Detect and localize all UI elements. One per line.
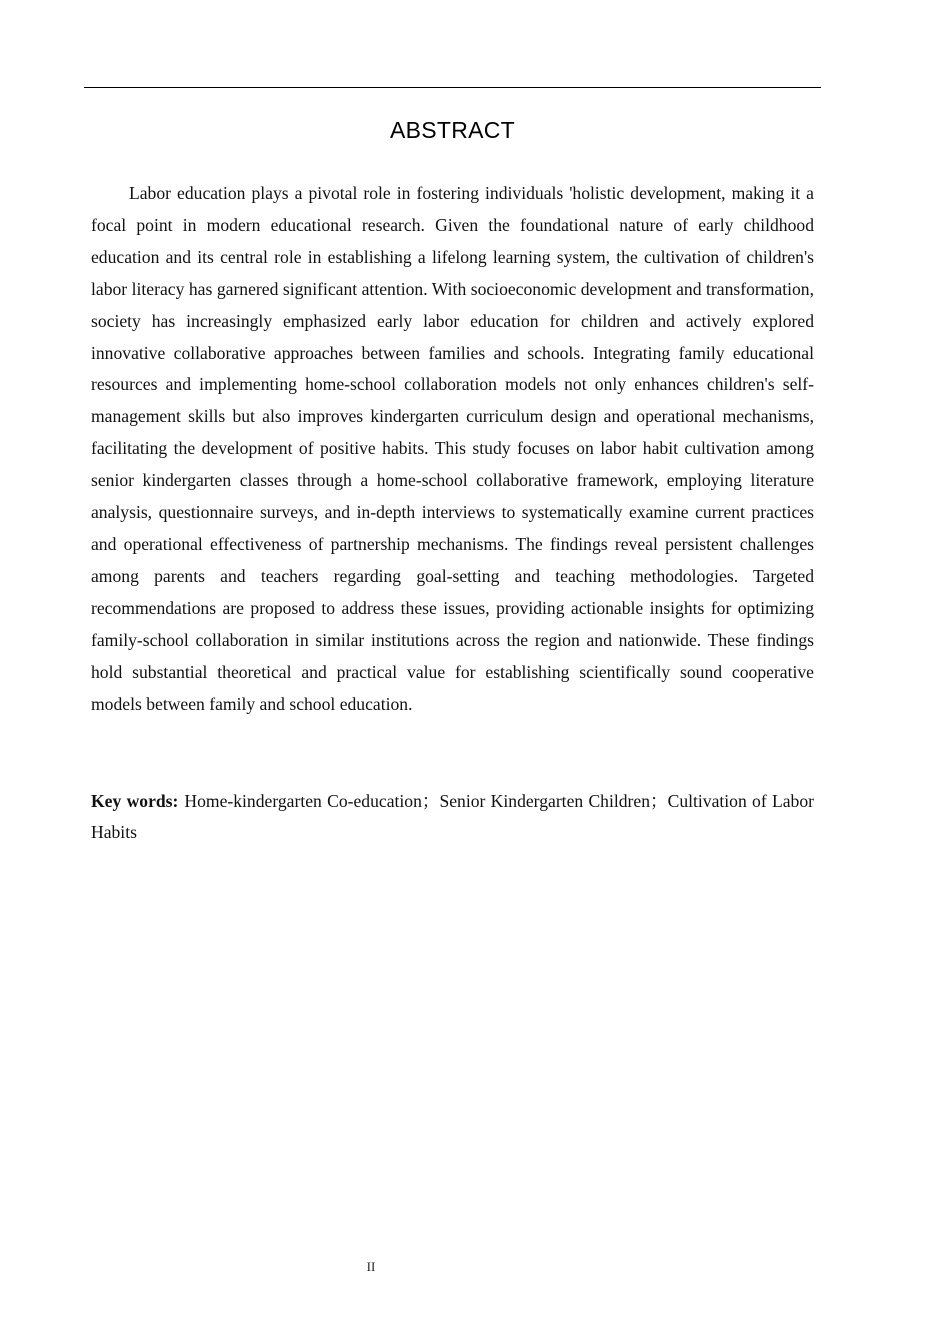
abstract-title: ABSTRACT <box>389 117 516 143</box>
keywords-paragraph <box>91 786 814 848</box>
keywords-label: Key words: <box>91 791 179 811</box>
keywords-list: Home-kindergarten Co-education；Senior Kindergarten Children；Cultivation of Labor Habits <box>91 791 814 842</box>
header-rule <box>84 87 821 88</box>
page-number: II <box>366 1259 376 1274</box>
abstract-body: Labor education plays a pivotal role in fostering individuals 'holistic development, making it a focal point in modern educational research. Given the foundational nature of early childhood education and its central role in establishing a lifelong learning system, the cultivation of children's labor literacy has garnered significant attention. With socioeconomic development and transformation, society has increasingly emphasized early labor education for children and actively explored innovative collaborative approaches between families and schools. Integrating family educational resources and implementing home-school collaboration models not only enhances children's self-management skills but also improves kindergarten curriculum design and operational mechanisms, facilitating the development of positive habits. This study focuses on labor habit cultivation among senior kindergarten classes through a home-school collaborative framework, employing literature analysis, questionnaire surveys, and in-depth interviews to systematically examine current practices and operational effectiveness of partnership mechanisms. The findings reveal persistent challenges among parents and teachers regarding goal-setting and teaching methodologies. Targeted recommendations are proposed to address these issues, providing actionable insights for optimizing family-school collaboration in similar institutions across the region and nationwide. These findings hold substantial theoretical and practical value for establishing scientifically sound cooperative models between family and school education. <box>91 183 814 714</box>
